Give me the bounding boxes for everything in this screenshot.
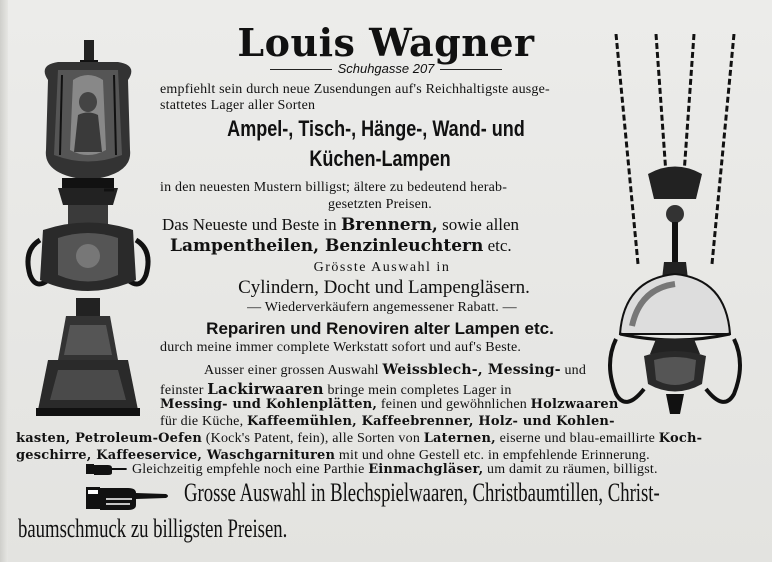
table-lamp-illustration: [18, 40, 158, 420]
lamp-types-line-2: Küchen-Lampen: [309, 146, 451, 171]
lamp-parts-post: etc.: [483, 236, 512, 255]
tin-l2-bold: Lackirwaaren: [207, 380, 324, 398]
tin-line-4: [160, 414, 615, 430]
tin-l4-pre: für die Küche,: [160, 414, 247, 429]
tin-l3-mid: feinen und gewöhnlichen: [377, 397, 531, 412]
tin-line-3: [160, 397, 619, 413]
merchant-name: Louis Wagner: [237, 20, 535, 65]
burners-line-1: [162, 215, 519, 235]
repair-line-2: durch meine immer complete Werkstatt sofort und auf's Beste.: [160, 340, 522, 355]
burners-post: sowie allen: [437, 215, 520, 234]
tin-line-1: [204, 362, 586, 379]
burners-line-2: [170, 236, 512, 256]
clearance-pre: Gleichzeitig empfehle noch eine Parthie: [132, 462, 369, 477]
toys-line-2: baumschmuck zu billigsten Preisen.: [18, 514, 288, 543]
tin-l3-bold-1: Messing- und Kohlenplätten,: [160, 397, 378, 412]
pointing-hand-icon-large: [86, 484, 170, 512]
pointing-hand-icon-small: [86, 462, 128, 476]
burners-bold: Brennern,: [340, 215, 438, 235]
address-line: [0, 61, 772, 76]
tin-l4-bold: Kaffeemühlen, Kaffeebrenner, Holz- und Kohlen-: [246, 414, 615, 429]
selection-line-3: — Wiederverkäufern angemessener Rabatt. —: [247, 300, 517, 315]
tin-l1-post: und: [560, 363, 587, 378]
selection-line-1: Grösste Auswahl in: [313, 260, 451, 275]
tin-l5-mid: (Kock's Patent, fein), alle Sorten von: [202, 431, 424, 446]
lamp-types-line-1: Ampel-, Tisch-, Hänge-, Wand- und: [227, 116, 525, 141]
address-text: Schuhgasse 207: [337, 61, 435, 76]
tin-l2-post: bringe mein completes Lager in: [323, 383, 512, 398]
tin-line-5: [16, 431, 702, 447]
patterns-line-1: in den neuesten Mustern billigst; ältere zu bedeutend herab-: [160, 180, 508, 195]
tin-l2-pre: feinster: [160, 383, 208, 398]
tin-l5-bold-1: kasten, Petroleum-Oefen: [16, 431, 203, 446]
tin-l6-bold: geschirre, Kaffeeservice, Waschgarnituren: [16, 448, 336, 463]
selection-line-2: Cylindern, Docht und Lampengläsern.: [238, 277, 530, 298]
patterns-line-2: gesetzten Preisen.: [328, 197, 432, 212]
tin-l5-mid-2: eiserne und blau-emaillirte: [495, 431, 659, 446]
tin-l5-bold-2: Laternen,: [423, 431, 496, 446]
lamp-parts-bold: Lampentheilen, Benzinleuchtern: [170, 236, 484, 256]
toys-line-1: Grosse Auswahl in Blechspielwaaren, Christbaumtillen, Christ-: [184, 478, 660, 507]
tin-l5-bold-3: Koch-: [658, 431, 703, 446]
tin-l3-bold-2: Holzwaaren: [530, 397, 619, 412]
tin-l1-bold: Weissblech-, Messing-: [382, 362, 561, 378]
clearance-post: um damit zu räumen, billigst.: [483, 462, 658, 477]
hanging-lamp-illustration: [596, 34, 754, 424]
tin-l1-pre: Ausser einer grossen Auswahl: [204, 363, 383, 378]
repair-line-1: Repariren und Renoviren alter Lampen etc.: [206, 319, 554, 338]
address-rule-left: [270, 69, 332, 70]
tin-l6-post: mit und ohne Gestell etc. in empfehlende Erinnerung.: [335, 448, 650, 463]
intro-line-1: empfiehlt sein durch neue Zusendungen auf's Reichhaltigste ausge-: [160, 82, 550, 97]
address-rule-right: [440, 69, 502, 70]
clearance-bold: Einmachgläser,: [368, 462, 484, 477]
intro-line-2: stattetes Lager aller Sorten: [160, 98, 316, 113]
burners-pre: Das Neueste und Beste in: [162, 215, 341, 234]
clearance-line: [132, 462, 658, 478]
